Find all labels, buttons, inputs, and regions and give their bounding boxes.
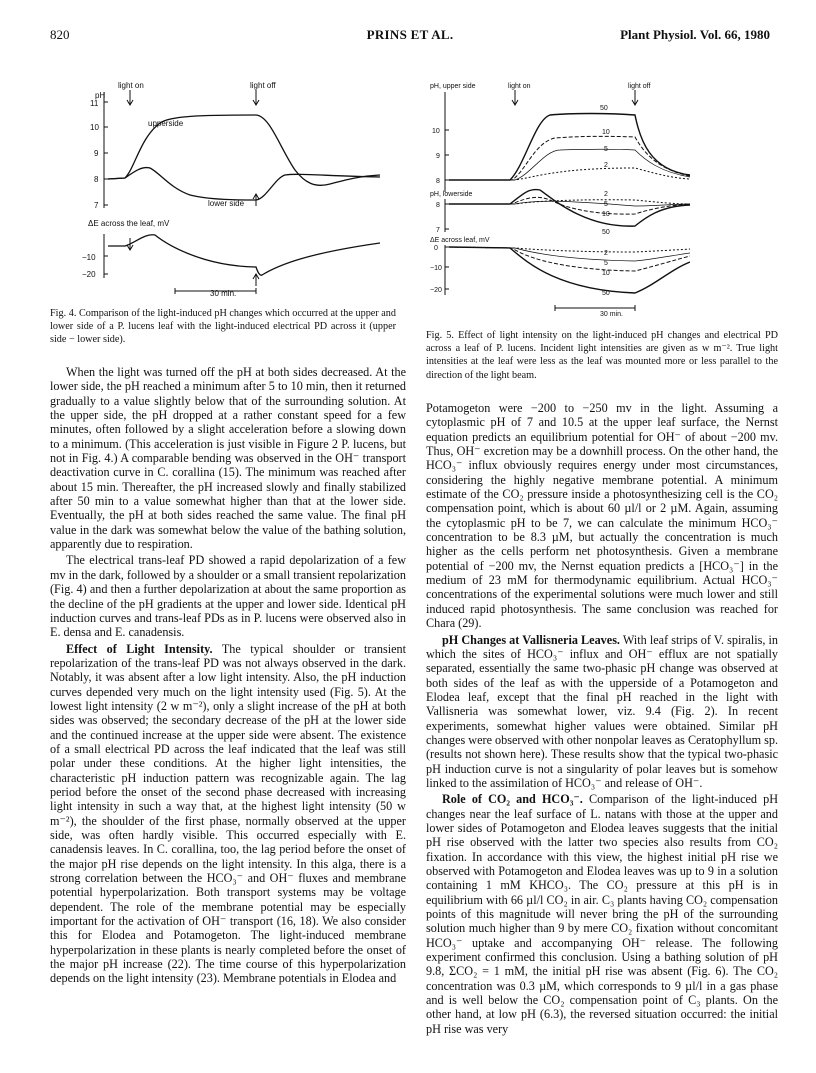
fig5-tick: 0 [434,245,438,252]
fig5-lower-label: pH, lowerside [430,191,473,198]
fig4-lower-side-label: lower side [208,199,245,208]
fig4-light-on-arrow [127,90,133,105]
right-column [426,401,778,1036]
left-column [50,365,406,986]
journal-citation: Plant Physiol. Vol. 66, 1980 [620,27,770,42]
fig4-tick: −20 [82,270,96,279]
paragraph [50,642,406,986]
fig5-intensity: 50 [602,229,610,236]
fig5-intensity: 2 [604,191,608,198]
figure-4 [80,78,380,303]
fig5-intensity: 2 [604,162,608,169]
section-text: The typical shoulder or transient repolarization of the trans-leaf PD was not always observed in the dark. Notably, it was absent after a low light intensity. Also, the pH induction curves depended very much on the light intensity used (Fig. 5). At the lowest light intensity (2 w m⁻²), only a slight increase of the pH at both sides was observed; the secondary decrease of the pH at the lower side and the continued increase at the upper side were absent. The existence of a small electrical PD across the leaf indicated that the leaf was still polar under these conditions. At the higher light intensities, the characteristic pH induction pattern was recognizable again. The lag period before the onset of the second phase decreased with increasing light intensity in such a way that, at the highest light intensity (50 w m⁻²), the shoulder of the first phase, normally observed at the upper side, was often hardly visible. This occurred especially with E. canadensis leaves. In C. corallina, too, the lag period before the onset of the major pH rise depends on the light intensity. In this alga, there is a strong correlation between the HCO₃⁻ and OH⁻ fluxes and membrane potential hyperpolarization. Both transport systems may be voltage dependent. The role of the membrane potential may be especially important for the activation of OH⁻ transport (16, 18). We also consider this for Elodea and Potamogeton. The light-induced membrane hyperpolarization in these plants is nearly completed before the onset of the major pH increase (22). The time course of this hyperpolarization depends on the light intensity (23). Membrane potentials in Elodea and [50,641,406,986]
fig5-upper-label: pH, upper side [430,83,476,90]
fig4-light-on-label: light on [118,81,144,90]
paragraph: When the light was turned off the pH at both sides decreased. At the lower side, the pH reached a minimum after 5 to 10 min, then it returned gradually to a value slightly below that of the surrounding solution. At the upper side, the pH dropped at a rather constant speed for a few minutes, often followed by a slight acceleration before a slowing down to a minimum. (This acceleration is just visible in Figure 2 P. lucens, but not in Fig. 4.) A comparable bending was observed in the OH⁻ transport deactivation curve in C. corallina (15). The minimum was reached after about 15 min. Thereafter, the pH increased slowly and finally stabilized after 50 min to a value somewhat higher than that at the lower side. Eventually, the pH at both sides reached the same value. The final pH value in the dark was somewhat below the value of the bathing solution, apparently due to respiration. [50,365,406,552]
figure-4-caption: Fig. 4. Comparison of the light-induced pH changes which occurred at the upper and lower side of a P. lucens leaf with the light-induced electrical PD across it (upper side − lower side). [50,308,396,346]
fig5-intensity: 10 [602,129,610,136]
fig4-tick: 7 [94,201,99,210]
fig5-intensity: 2 [604,250,608,257]
fig5-pd-label: ΔE across leaf, mV [430,237,490,244]
fig4-light-off-arrow [253,90,259,105]
fig4-tick: −10 [82,253,96,262]
fig5-pd-trace-2 [449,247,690,252]
fig5-intensity: 50 [602,290,610,297]
figure-5 [430,80,690,320]
fig5-pd-trace-5 [449,247,690,261]
page-header [50,27,770,45]
fig5-tick: −10 [430,265,442,272]
fig5-upper-trace-50 [449,114,690,181]
paragraph: Potamogeton were −200 to −250 mv in the light. Assuming a cytoplasmic pH of 7 and 10.5 at the upper leaf surface, the Nernst equation predicts an equilibrium potential for OH⁻ of about −200 mv. Thus, OH⁻ excretion may be a downhill process. On the other hand, the HCO₃⁻ influx obviously requires energy under most circumstances, considering the highly negative membrane potential. A minimum estimate of the CO₂ pressure inside a photosynthesizing cell is the CO₂ compensation point, which is about 60 µl/l or 2 µM. Again, assuming the cytoplasmic pH to be 7, we can calculate the minimum HCO₃⁻ concentration to be 8.3 µM, but actually the concentration is much higher as the cells perform net photosynthesis. Given a membrane potential of −200 mv, the Nernst equation predicts a [HCO₃⁻] in the medium of 23 mM for thermodynamic equilibrium. Actual HCO₃⁻ concentrations of the experimental solutions were much lower and still induced rapid photosynthesis. The same conclusion was reached for Chara (29). [426,401,778,631]
fig4-light-off-label: light off [250,81,276,90]
running-authors: PRINS ET AL. [366,27,454,42]
fig5-intensity: 5 [604,260,608,267]
section-heading: Role of CO₂ and HCO₃⁻. [442,792,583,807]
fig5-tick: 9 [436,153,440,160]
fig4-ph-axis-label: pH [95,91,106,100]
fig5-intensity: 50 [600,105,608,112]
fig5-tick: −20 [430,287,442,294]
fig5-pd-trace-50 [449,247,690,293]
paragraph: The electrical trans-leaf PD showed a rapid depolarization of a few mv in the dark, followed by a shoulder or a small transient repolarization (Fig. 4) and then a further depolarization at about the same proportion as the decline of the pH gradients at the upper and lower side. Identical pH induction curves and trans-leaf PDs as in P. lucens were observed also in E. densa and E. canadensis. [50,553,406,640]
section-text: Comparison of the light-induced pH changes near the leaf surface of L. natans with those at the upper and lower sides of Potamogeton and Elodea leaves suggests that the initial pH rise observed with the latter two species also results from CO₂ fixation. In accordance with this view, the highest initial pH rise we observed with Potamogeton and Elodea leaves was up to 9 in a solution containing 1 mM KHCO₃. The CO₂ pressure at this pH is in equilibrium with 66 µl/l CO₂ in air. C₃ plants having CO₂ compensation points of this magnitude will never bring the pH of the surrounding solution much higher than 9 by mere CO₂ fixation without concomitant HCO₃⁻ uptake and accompanying OH⁻ release. The following experiment confirmed this conclusion. Using a bathing solution of pH 9.8, ΣCO₂ = 1 mM, the initial pH rise was absent (Fig. 6). The CO₂ concentration was 0.3 µM, which corresponds to 9 µl/l in a gas phase and is well below the CO₂ compensation point of C₃ plants. On the other hand, at low pH (6.3), the reversed situation occurred: the initial pH rise was very [426,792,778,1036]
fig5-tick: 8 [436,178,440,185]
fig4-scale-label: 30 min. [210,289,237,298]
fig4-tick: 8 [94,175,99,184]
fig5-intensity: 10 [602,270,610,277]
fig5-upper-trace-5 [449,149,690,180]
section-text: With leaf strips of V. spiralis, in which the sites of HCO₃⁻ influx and OH⁻ efflux are not spatially separated, essentially the same two-phasic pH change was observed at both sides of the leaf as with the upperside of a Potamogeton and Elodea leaf, except that the final pH reached in the light with Vallisneria was somewhat lower, viz. 9.4 (Fig. 2). In recent experiments, somewhat higher values were obtained. Similar pH changes were observed with other nonpolar leaves as Ceratophyllum sp. (results not shown here). These results show that the typical two-phasic pH induction curve is not a singularity of polar leaves but is somehow linked to the assimilation of HCO₃⁻ and release of OH⁻. [426,632,778,790]
fig5-intensity: 5 [604,146,608,153]
fig4-pd-trace [108,235,380,275]
fig5-light-off-label: light off [628,83,651,90]
page-number: 820 [50,27,70,42]
fig5-intensity: 10 [602,211,610,218]
section-heading: Effect of Light Intensity. [66,641,213,656]
figure-5-caption: Fig. 5. Effect of light intensity on the light-induced pH changes and electrical PD across a leaf of P. lucens. Incident light intensities are given as w m⁻². True light intensities at the leaf were less as the leaf was mounted more or less parallel to the direction of the light beam. [426,330,778,381]
section-heading: pH Changes at Vallisneria Leaves. [442,632,620,647]
paragraph [426,792,778,1036]
fig4-tick: 10 [90,123,99,132]
fig5-upper-trace-2 [449,168,690,180]
fig5-scale-label: 30 min. [600,311,623,318]
fig4-tick: 11 [90,99,99,108]
fig5-tick: 10 [432,128,440,135]
fig5-tick: 7 [436,227,440,234]
fig4-tick: 9 [94,149,99,158]
fig4-lower-trace [108,168,380,200]
fig5-intensity: 5 [604,201,608,208]
fig5-tick: 8 [436,202,440,209]
fig5-light-on-label: light on [508,83,531,90]
fig4-pd-label: ΔE across the leaf, mV [88,219,170,228]
fig4-upperside-label: upperside [148,119,184,128]
paragraph [426,633,778,791]
